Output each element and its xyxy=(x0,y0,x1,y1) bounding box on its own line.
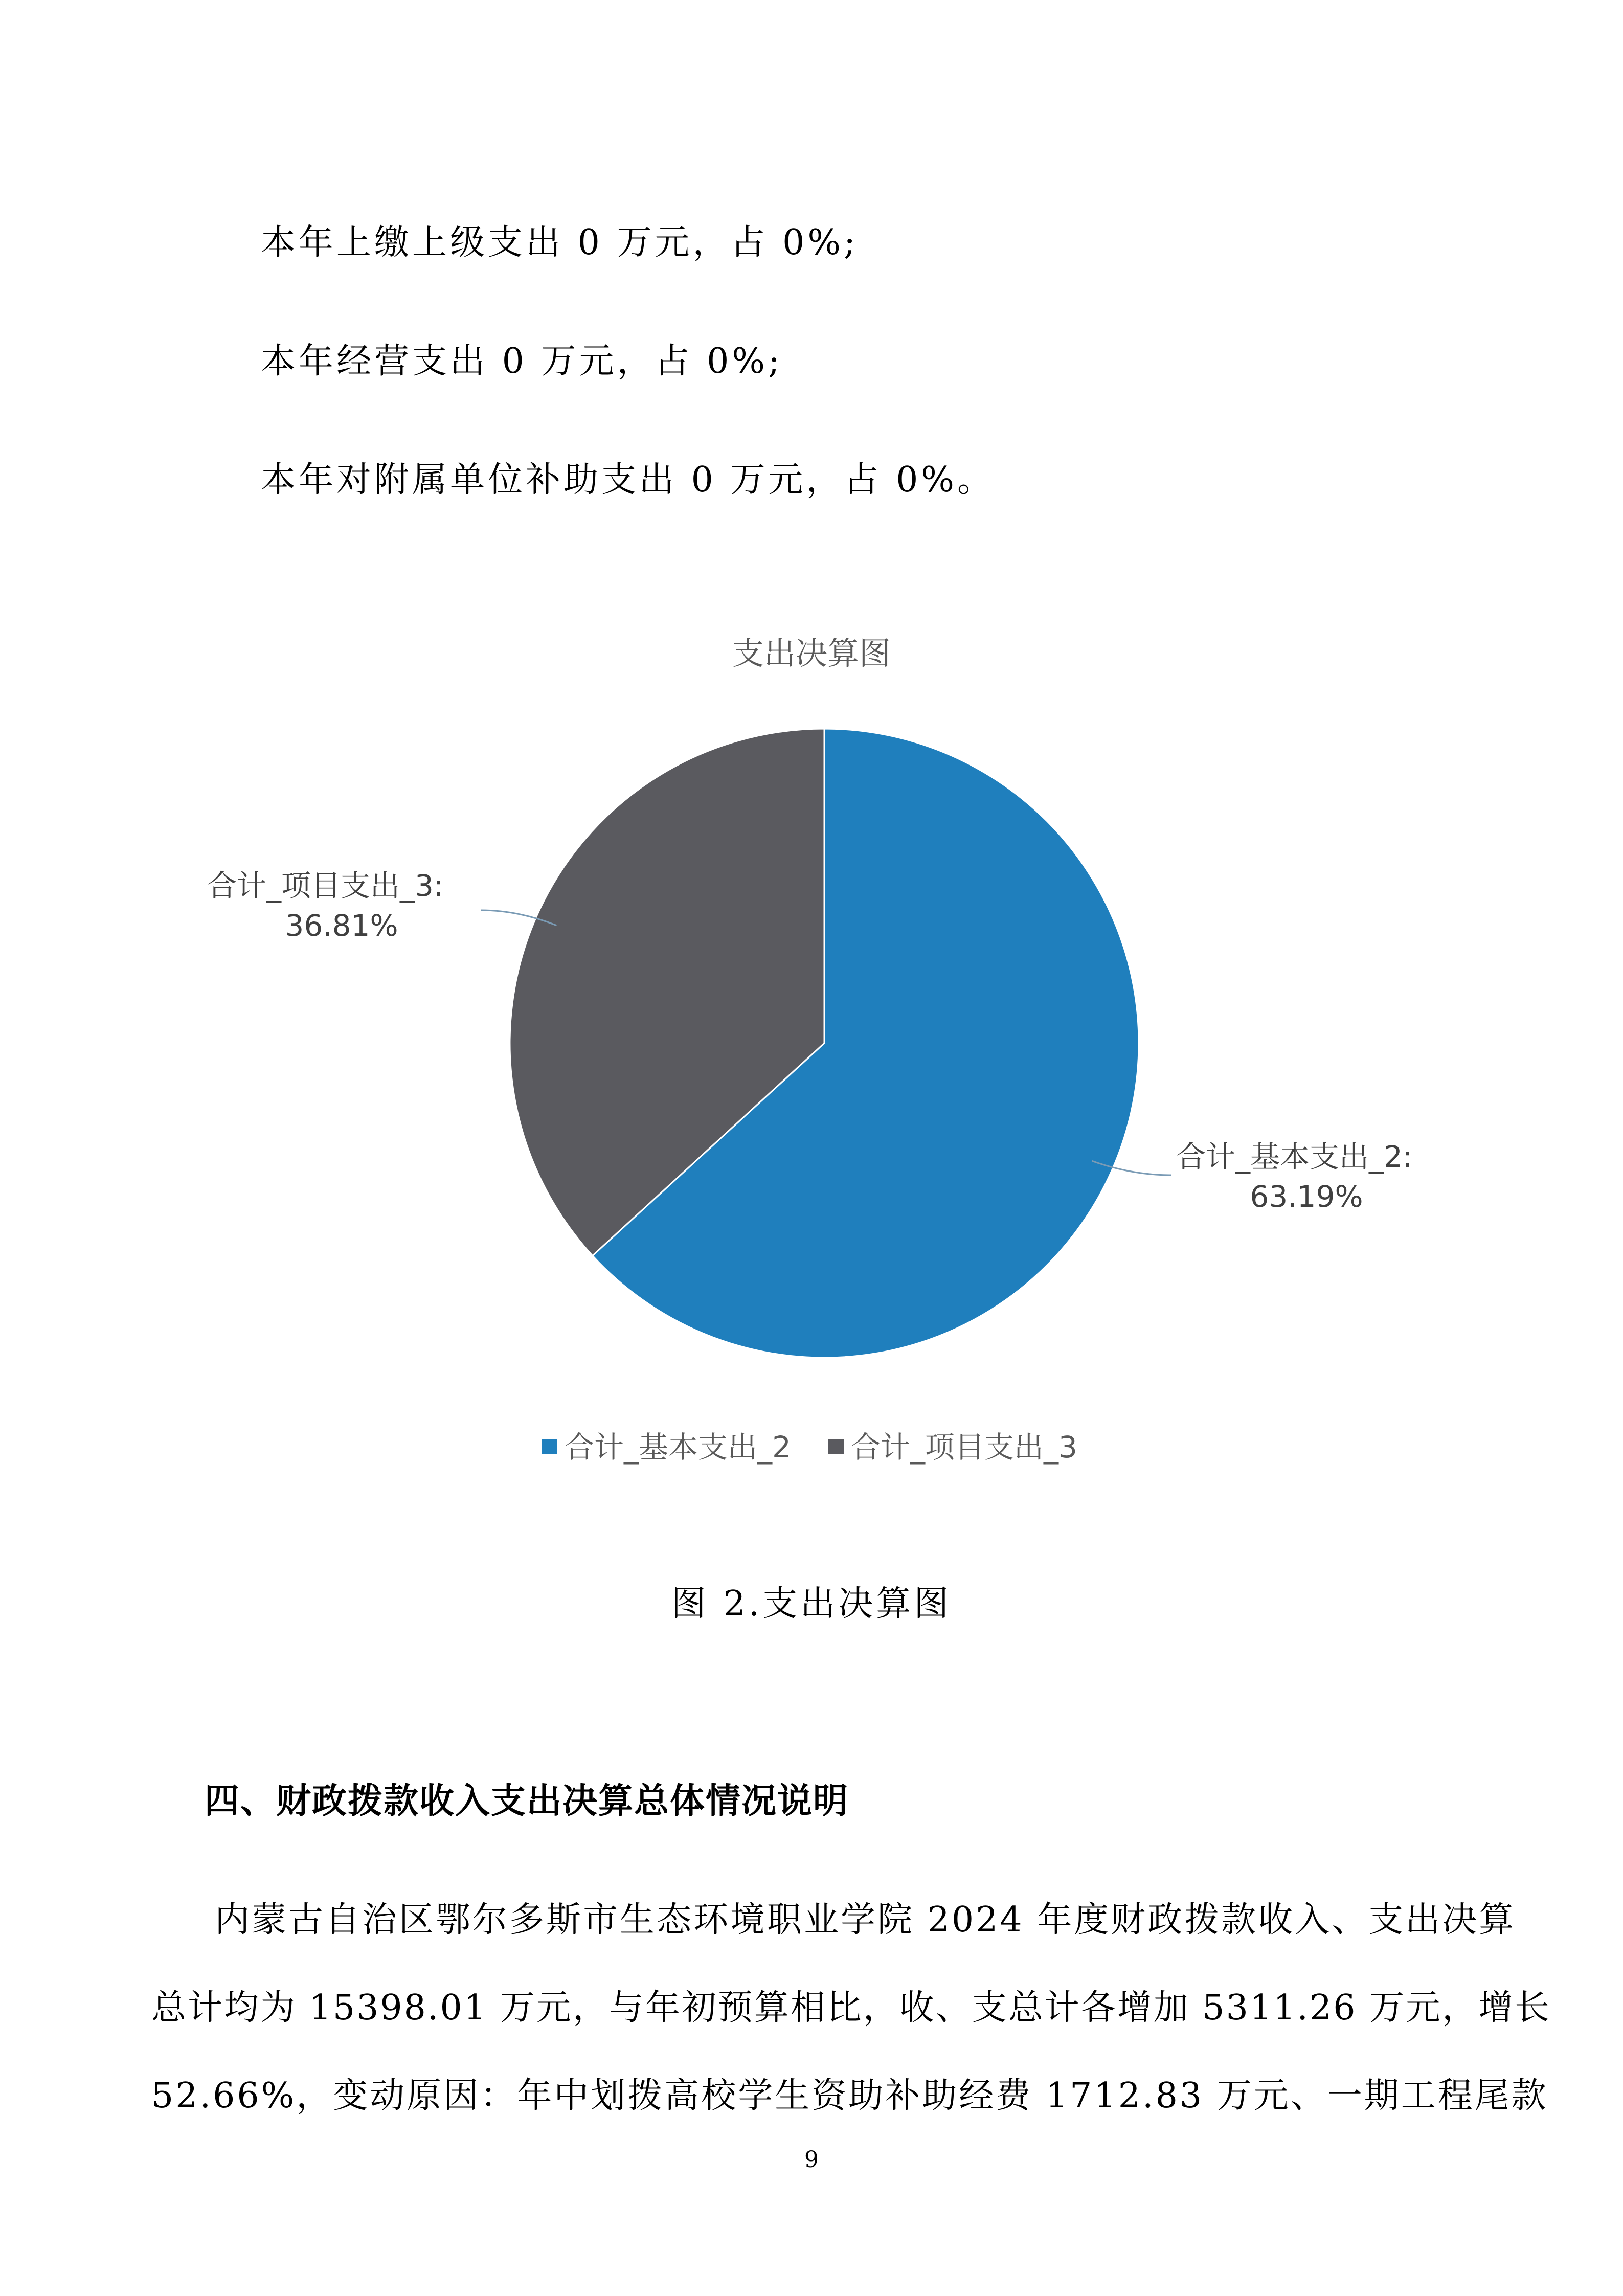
paragraph-line-3: 52.66%，变动原因：年中划拨高校学生资助补助经费 1712.83 万元、一期工程尾款 xyxy=(151,2076,1548,2116)
data-label-category-1: 合计_基本支出_2: xyxy=(1176,1139,1413,1174)
figure-caption: 图 2.支出决算图 xyxy=(671,1584,952,1624)
body-line-1: 本年上缴上级支出 0 万元，占 0%; xyxy=(261,222,859,263)
paragraph-line-2: 总计均为 15398.01 万元，与年初预算相比，收、支总计各增加 5311.26 万元，增长 xyxy=(151,1988,1551,2028)
section-heading: 四、财政拨款收入支出决算总体情况说明 xyxy=(205,1781,849,1821)
paragraph-line-1: 内蒙古自治区鄂尔多斯市生态环境职业学院 2024 年度财政拨款收入、支出决算 xyxy=(215,1900,1516,1940)
body-line-2: 本年经营支出 0 万元，占 0%; xyxy=(261,341,783,381)
legend-swatch-2 xyxy=(828,1439,844,1454)
data-label-percent-1: 63.19% xyxy=(1250,1179,1363,1214)
data-label-percent-2: 36.81% xyxy=(285,908,398,943)
legend-label-1: 合计_基本支出_2 xyxy=(565,1430,791,1465)
body-line-3: 本年对附属单位补助支出 0 万元，占 0%。 xyxy=(261,460,995,500)
chart-title: 支出决算图 xyxy=(732,635,891,672)
legend-label-2: 合计_项目支出_3 xyxy=(851,1430,1077,1465)
data-label-category-2: 合计_项目支出_3: xyxy=(207,868,444,903)
legend-swatch-1 xyxy=(542,1439,557,1454)
page-number: 9 xyxy=(804,2147,819,2173)
